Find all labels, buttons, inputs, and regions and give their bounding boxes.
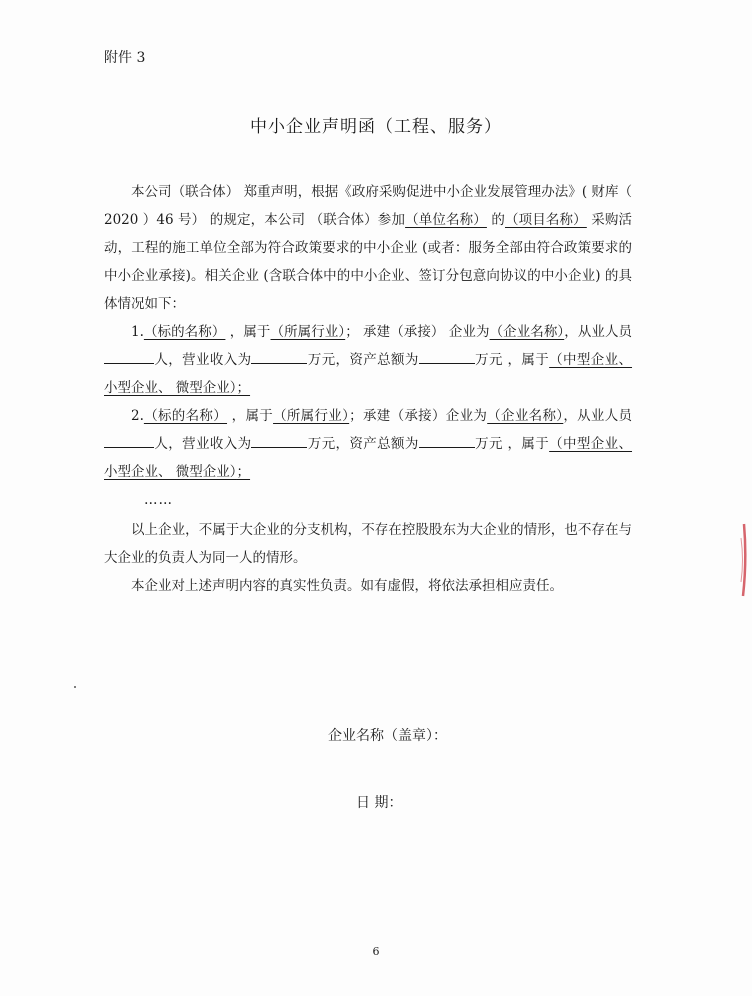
unit-belongs-text: 万元 ，属于: [474, 352, 550, 368]
contractor-text: ； 承建（承接） 企业为: [345, 324, 490, 340]
item-number: 2.: [131, 408, 144, 424]
statement-responsibility: 本企业对上述声明内容的真实性负责。如有虚假，将依法承担相应责任。: [131, 578, 563, 594]
staff-count-blank: [104, 432, 154, 448]
statement-branch: 以上企业，不属于大企业的分支机构，不存在控股股东为大企业的情形，也不存在与大企业的负责人为同一人的情形。: [104, 522, 632, 566]
project-name-placeholder: （项目名称）: [504, 212, 587, 228]
company-name-placeholder: （企业名称）: [489, 324, 565, 340]
staff-text: ，从业人员: [564, 324, 633, 340]
date-label: 日 期：: [356, 795, 403, 811]
staff-text: ，从业人员: [563, 408, 633, 424]
revenue-blank: [251, 348, 307, 364]
unit-name-placeholder: （单位名称）: [405, 212, 487, 228]
item-end-mark: ；: [236, 380, 251, 396]
attachment-label: 附件 3: [104, 50, 146, 66]
page-number: 6: [372, 945, 380, 958]
enterprise-item-2: [104, 402, 632, 486]
subject-name-placeholder: （标的名称）: [143, 408, 228, 424]
revenue-blank: [251, 432, 307, 448]
stamp-edge-mark: [738, 520, 748, 600]
document-body: [104, 178, 632, 600]
subject-name-placeholder: （标的名称）: [143, 324, 226, 340]
revenue-text: 人，营业收入为: [154, 436, 252, 452]
enterprise-category-placeholder: （中型企业、小型企业、 微型企业）: [104, 352, 633, 396]
scan-speck: [74, 686, 76, 688]
unit-belongs-text: 万元 ，属于: [474, 436, 550, 452]
document-title: 中小企业声明函（工程、服务）: [250, 117, 502, 137]
industry-placeholder: （所属行业）: [273, 408, 350, 424]
intro-text-2: 的: [491, 212, 505, 228]
contractor-text: ；承建（承接）企业为: [349, 408, 488, 424]
belongs-text: ，属于: [229, 324, 271, 340]
assets-text: 万元，资产总额为: [307, 352, 419, 368]
intro-text-1: 本公司（联合体） 郑重声明，根据《政府采购促进中小企业发展管理办法》( 财库（ 2020 ）46 号） 的规定，本公司 （联合体）参加: [104, 184, 632, 228]
intro-text-3: 采购活动，工程的施工单位全部为符合政策要求的中小企业 (或者：服务全部由符合政策要求的中小企业承接)。相关企业 (含联合体中的中小企业、签订分包意向协议的中小企业) 的具体情况如下：: [104, 212, 633, 312]
assets-text: 万元，资产总额为: [307, 436, 419, 452]
company-name-seal-label: 企业名称（盖章）：: [328, 728, 447, 744]
assets-blank: [419, 432, 475, 448]
assets-blank: [419, 348, 475, 364]
ellipsis: ……: [144, 492, 173, 508]
enterprise-category-placeholder: （中型企业、小型企业、 微型企业）: [104, 436, 633, 480]
intro-paragraph: [104, 178, 632, 318]
item-number: 1.: [131, 324, 144, 340]
company-name-placeholder: （企业名称）: [487, 408, 564, 424]
item-end-mark: ；: [236, 464, 251, 480]
enterprise-item-1: [104, 318, 632, 402]
staff-count-blank: [104, 348, 154, 364]
revenue-text: 人，营业收入为: [154, 352, 252, 368]
industry-placeholder: （所属行业）: [270, 324, 346, 340]
belongs-text: ，属于: [231, 408, 274, 424]
